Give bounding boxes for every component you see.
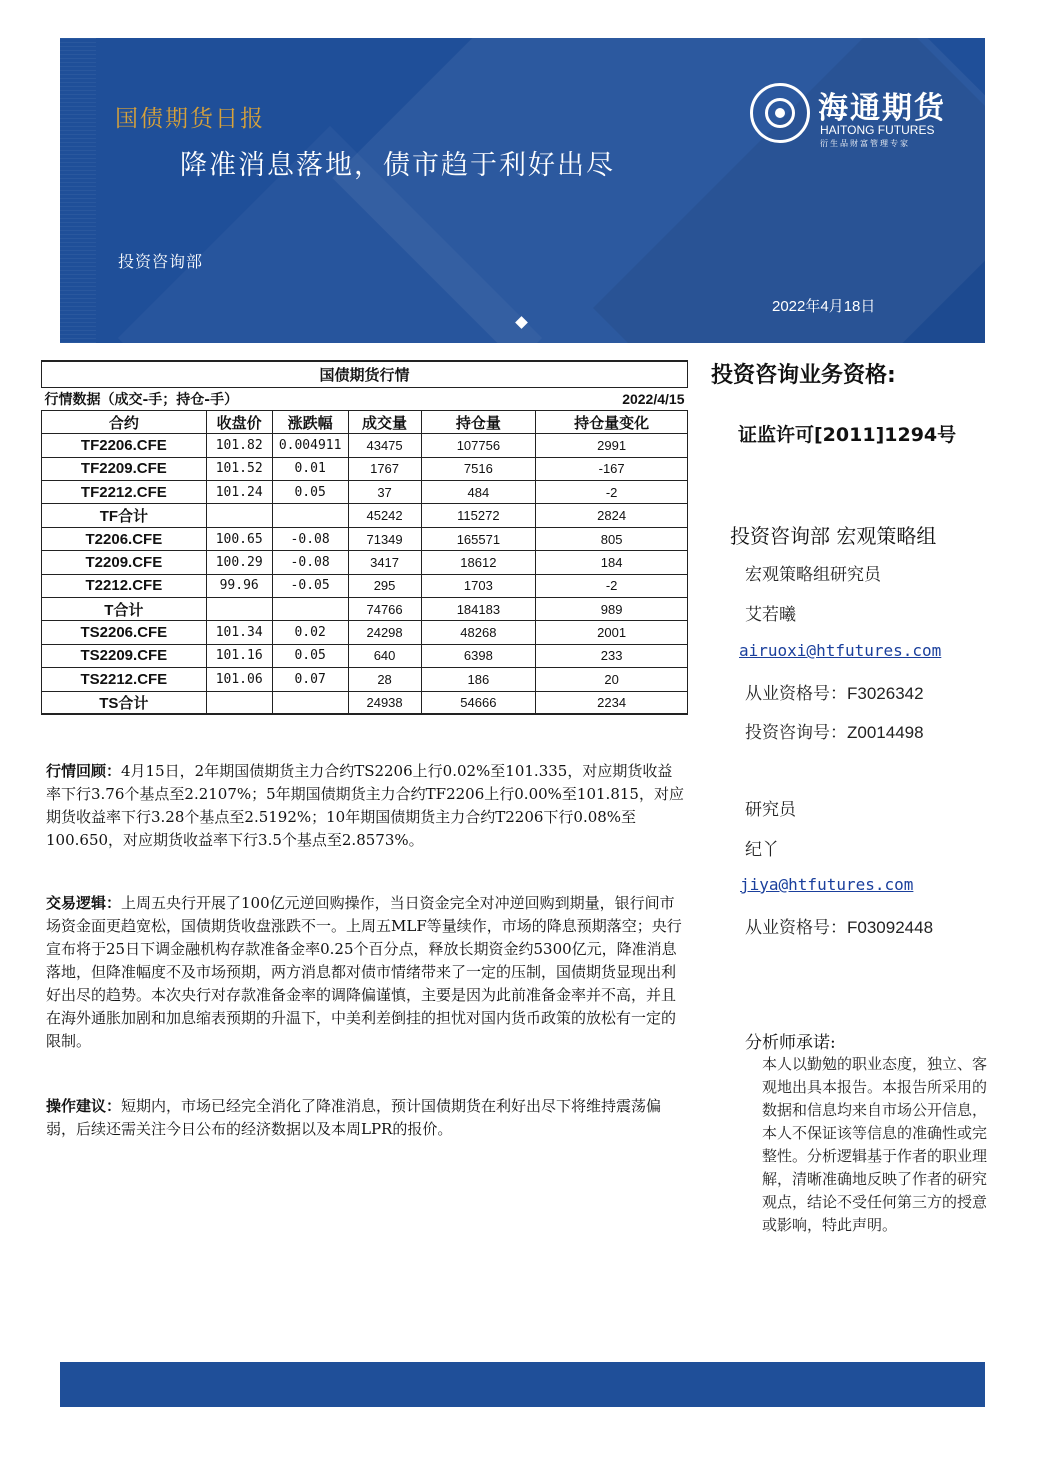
column-header: 合约 bbox=[42, 410, 207, 433]
table-cell: -0.05 bbox=[272, 574, 348, 597]
researcher-cert bbox=[745, 913, 933, 938]
table-cell: 101.52 bbox=[206, 457, 272, 480]
contract-cell: T合计 bbox=[42, 598, 207, 621]
table-cell bbox=[272, 691, 348, 714]
researcher-email-link[interactable]: jiya@htfutures.com bbox=[740, 875, 914, 894]
consult-value: Z0014498 bbox=[847, 723, 924, 742]
table-cell: 54666 bbox=[421, 691, 536, 714]
section-text: 短期内，市场已经完全消化了降准消息，预计国债期货在利好出尽下将维持震荡偏弱，后续还需关注今日公布的经济数据以及本周LPR的报价。 bbox=[46, 1097, 662, 1138]
commitment-title: 分析师承诺: bbox=[745, 1033, 836, 1053]
table-cell: 71349 bbox=[348, 527, 421, 550]
table-cell: 20 bbox=[536, 668, 688, 691]
table-cell: -2 bbox=[536, 574, 688, 597]
table-cell: 7516 bbox=[421, 457, 536, 480]
logo-text-en: HAITONG FUTURES bbox=[820, 123, 935, 137]
column-header: 收盘价 bbox=[206, 410, 272, 433]
table-cell bbox=[206, 598, 272, 621]
researcher-role: 研究员 bbox=[745, 800, 796, 820]
column-header: 持仓量 bbox=[421, 410, 536, 433]
table-cell: 107756 bbox=[421, 434, 536, 457]
table-title: 国债期货行情 bbox=[42, 361, 688, 387]
operation-advice-section bbox=[46, 1095, 686, 1141]
table-cell: 640 bbox=[348, 644, 421, 667]
researcher-consult bbox=[745, 718, 924, 743]
table-cell: 24298 bbox=[348, 621, 421, 644]
researcher-name: 纪丫 bbox=[745, 840, 779, 860]
license-number: 证监许可[2011]1294号 bbox=[738, 424, 957, 446]
contract-cell: TF2212.CFE bbox=[42, 481, 207, 504]
section-label: 交易逻辑： bbox=[46, 894, 122, 912]
table-cell: 37 bbox=[348, 481, 421, 504]
market-review-section bbox=[46, 760, 686, 852]
table-cell: -2 bbox=[536, 481, 688, 504]
table-cell: 2991 bbox=[536, 434, 688, 457]
table-row bbox=[42, 551, 688, 574]
table-cell: -167 bbox=[536, 457, 688, 480]
table-cell: 484 bbox=[421, 481, 536, 504]
section-text: 上周五央行开展了100亿元逆回购操作，当日资金完全对冲逆回购到期量，银行间市场资金面更趋宽松，国债期货收盘涨跌不一。上周五MLF等量续作，市场的降息预期落空；央行宣布将于25日下调金融机构存款准备金率0.25个百分点，释放长期资金约5300亿元，降准消息落地，但降准幅度不及市场预期，两方消息都对债市情绪带来了一定的压制，国债期货显现出利好出尽的趋势。本次央行对存款准备金率的调降偏谨慎，主要是因为此前准备金率并不高，并且在海外通胀加剧和加息缩表预期的升温下，中美利差倒挂的担忧对国内货币政策的放松有一定的限制。 bbox=[46, 894, 682, 1050]
table-cell: 24938 bbox=[348, 691, 421, 714]
table-cell: -0.08 bbox=[272, 551, 348, 574]
section-label: 操作建议： bbox=[46, 1097, 122, 1115]
table-cell: 1703 bbox=[421, 574, 536, 597]
table-cell: 43475 bbox=[348, 434, 421, 457]
footer-band bbox=[60, 1362, 985, 1407]
table-cell: 0.07 bbox=[272, 668, 348, 691]
table-cell: 48268 bbox=[421, 621, 536, 644]
table-row bbox=[42, 527, 688, 550]
research-group: 投资咨询部 宏观策略组 bbox=[730, 524, 937, 548]
researcher-email-link[interactable]: airuoxi@htfutures.com bbox=[739, 641, 942, 660]
column-header: 持仓量变化 bbox=[536, 410, 688, 433]
researcher-name: 艾若曦 bbox=[745, 605, 796, 625]
table-cell: 74766 bbox=[348, 598, 421, 621]
table-cell bbox=[206, 504, 272, 527]
table-header-row bbox=[42, 410, 688, 433]
logo-mark-icon bbox=[750, 83, 810, 143]
table-row bbox=[42, 598, 688, 621]
commitment-text: 本人以勤勉的职业态度，独立、客观地出具本报告。本报告所采用的数据和信息均来自市场公开信息，本人不保证该等信息的准确性或完整性。分析逻辑基于作者的职业理解，清晰准确地反映了作者的研究观点，结论不受任何第三方的授意或影响，特此声明。 bbox=[762, 1055, 988, 1234]
table-cell: 2234 bbox=[536, 691, 688, 714]
table-date: 2022/4/15 bbox=[421, 387, 687, 410]
table-cell: 99.96 bbox=[206, 574, 272, 597]
table-cell: 0.01 bbox=[272, 457, 348, 480]
table-cell: 101.16 bbox=[206, 644, 272, 667]
table-cell: 101.82 bbox=[206, 434, 272, 457]
table-row bbox=[42, 668, 688, 691]
cert-value: F03092448 bbox=[847, 918, 934, 937]
table-row bbox=[42, 621, 688, 644]
header-banner bbox=[60, 38, 985, 343]
contract-cell: TS合计 bbox=[42, 691, 207, 714]
table-cell: 101.24 bbox=[206, 481, 272, 504]
table-cell: 100.29 bbox=[206, 551, 272, 574]
contract-cell: TS2206.CFE bbox=[42, 621, 207, 644]
cert-label: 从业资格号： bbox=[745, 918, 847, 938]
table-cell: 1767 bbox=[348, 457, 421, 480]
section-label: 行情回顾： bbox=[46, 762, 122, 780]
researcher-role: 宏观策略组研究员 bbox=[745, 565, 881, 585]
table-cell: 0.05 bbox=[272, 481, 348, 504]
logo-text-cn: 海通期货 bbox=[818, 91, 946, 126]
table-cell bbox=[272, 598, 348, 621]
contract-cell: TF2206.CFE bbox=[42, 434, 207, 457]
table-cell: 805 bbox=[536, 527, 688, 550]
contract-cell: TF2209.CFE bbox=[42, 457, 207, 480]
table-cell: 101.06 bbox=[206, 668, 272, 691]
table-cell: 295 bbox=[348, 574, 421, 597]
department-label: 投资咨询部 bbox=[118, 252, 204, 271]
table-cell: 45242 bbox=[348, 504, 421, 527]
table-row bbox=[42, 574, 688, 597]
table-meta-row bbox=[42, 387, 688, 410]
column-header: 涨跌幅 bbox=[272, 410, 348, 433]
contract-cell: T2209.CFE bbox=[42, 551, 207, 574]
report-date: 2022年4月18日 bbox=[772, 298, 876, 315]
table-cell: 0.05 bbox=[272, 644, 348, 667]
futures-quote-table bbox=[41, 360, 688, 715]
table-row bbox=[42, 691, 688, 714]
table-cell: 233 bbox=[536, 644, 688, 667]
contract-cell: T2212.CFE bbox=[42, 574, 207, 597]
contract-cell: T2206.CFE bbox=[42, 527, 207, 550]
table-cell: 186 bbox=[421, 668, 536, 691]
table-cell: 2001 bbox=[536, 621, 688, 644]
qualification-title: 投资咨询业务资格: bbox=[711, 363, 896, 388]
table-subtitle: 行情数据（成交-手；持仓-手） bbox=[42, 387, 422, 410]
table-title-row bbox=[42, 361, 688, 387]
table-row bbox=[42, 644, 688, 667]
table-cell: 28 bbox=[348, 668, 421, 691]
table-cell: 101.34 bbox=[206, 621, 272, 644]
table-row bbox=[42, 481, 688, 504]
table-cell: 184 bbox=[536, 551, 688, 574]
consult-label: 投资咨询号： bbox=[745, 723, 847, 743]
researcher-cert bbox=[745, 679, 924, 704]
banner-stripes bbox=[60, 38, 96, 343]
table-cell bbox=[272, 504, 348, 527]
contract-cell: TS2212.CFE bbox=[42, 668, 207, 691]
cert-label: 从业资格号： bbox=[745, 684, 847, 704]
table-cell: 115272 bbox=[421, 504, 536, 527]
table-cell: -0.08 bbox=[272, 527, 348, 550]
table-row bbox=[42, 434, 688, 457]
table-cell: 165571 bbox=[421, 527, 536, 550]
table-cell: 0.02 bbox=[272, 621, 348, 644]
series-title: 国债期货日报 bbox=[115, 106, 265, 132]
table-cell: 3417 bbox=[348, 551, 421, 574]
contract-cell: TF合计 bbox=[42, 504, 207, 527]
contract-cell: TS2209.CFE bbox=[42, 644, 207, 667]
table-cell: 184183 bbox=[421, 598, 536, 621]
table-cell: 18612 bbox=[421, 551, 536, 574]
logo-tagline: 衍生品财富管理专家 bbox=[820, 139, 910, 148]
table-cell: 6398 bbox=[421, 644, 536, 667]
table-row bbox=[42, 457, 688, 480]
table-cell: 100.65 bbox=[206, 527, 272, 550]
trading-logic-section bbox=[46, 892, 686, 1053]
company-logo bbox=[750, 83, 950, 153]
table-cell: 989 bbox=[536, 598, 688, 621]
table-row bbox=[42, 504, 688, 527]
table-cell bbox=[206, 691, 272, 714]
report-title: 降准消息落地，债市趋于利好出尽 bbox=[180, 150, 615, 181]
column-header: 成交量 bbox=[348, 410, 421, 433]
cert-value: F3026342 bbox=[847, 684, 924, 703]
table-cell: 2824 bbox=[536, 504, 688, 527]
section-text: 4月15日，2年期国债期货主力合约TS2206上行0.02%至101.335，对应期货收益率下行3.76个基点至2.2107%；5年期国债期货主力合约TF2206上行0.00%至101.815，对应期货收益率下行3.28个基点至2.5192%；10年期国债期货主力合约T2206下行0.08%至100.650，对应期货收益率下行3.5个基点至2.8573%。 bbox=[46, 762, 684, 849]
table-cell: 0.004911 bbox=[272, 434, 348, 457]
